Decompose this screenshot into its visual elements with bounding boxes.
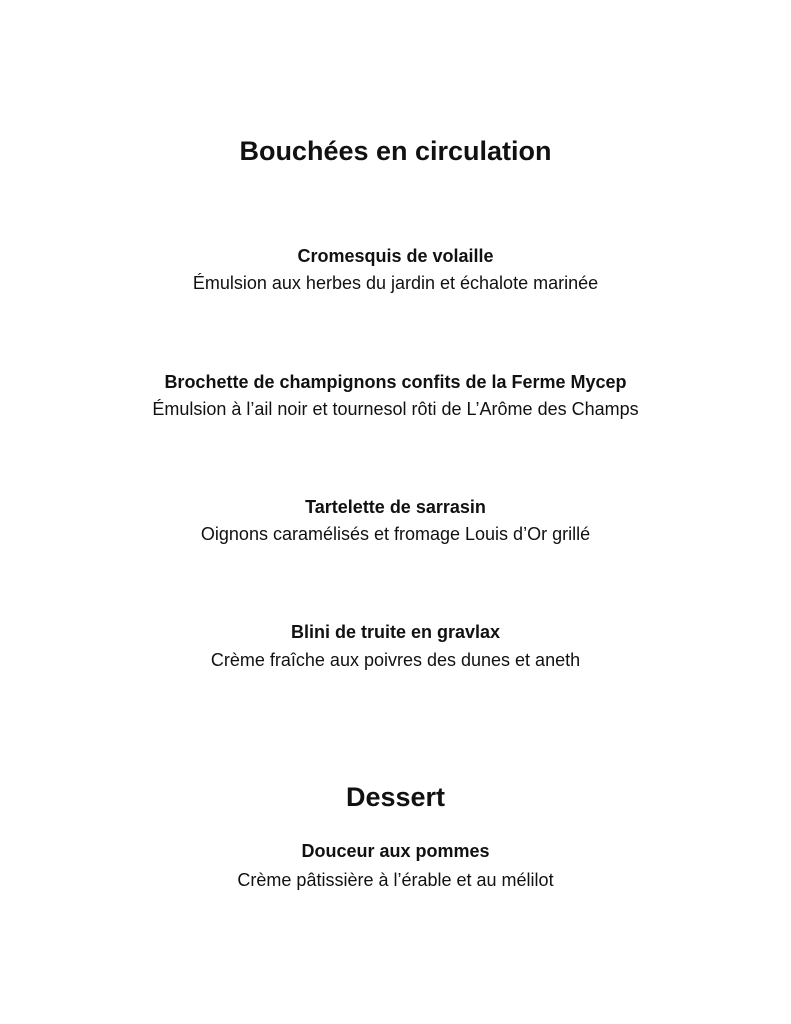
menu-item-name: Douceur aux pommes xyxy=(301,841,490,861)
menu-item-description: Crème fraîche aux poivres des dunes et aneth xyxy=(210,650,581,670)
section-title-dessert: Dessert xyxy=(345,782,446,812)
menu-item-description: Crème pâtissière à l’érable et au mélilot xyxy=(237,870,554,890)
menu-item-description: Oignons caramélisés et fromage Louis d’Or grillé xyxy=(200,524,591,544)
menu-item-description: Émulsion aux herbes du jardin et échalote marinée xyxy=(192,273,599,293)
menu-item-name: Cromesquis de volaille xyxy=(297,246,494,266)
menu-item-description: Émulsion à l’ail noir et tournesol rôti de L’Arôme des Champs xyxy=(152,399,639,419)
menu-item-name: Tartelette de sarrasin xyxy=(305,497,486,517)
section-title-bouchees: Bouchées en circulation xyxy=(239,136,552,166)
menu-item-name: Brochette de champignons confits de la Ferme Mycep xyxy=(164,372,627,392)
menu-item-name: Blini de truite en gravlax xyxy=(290,622,501,642)
